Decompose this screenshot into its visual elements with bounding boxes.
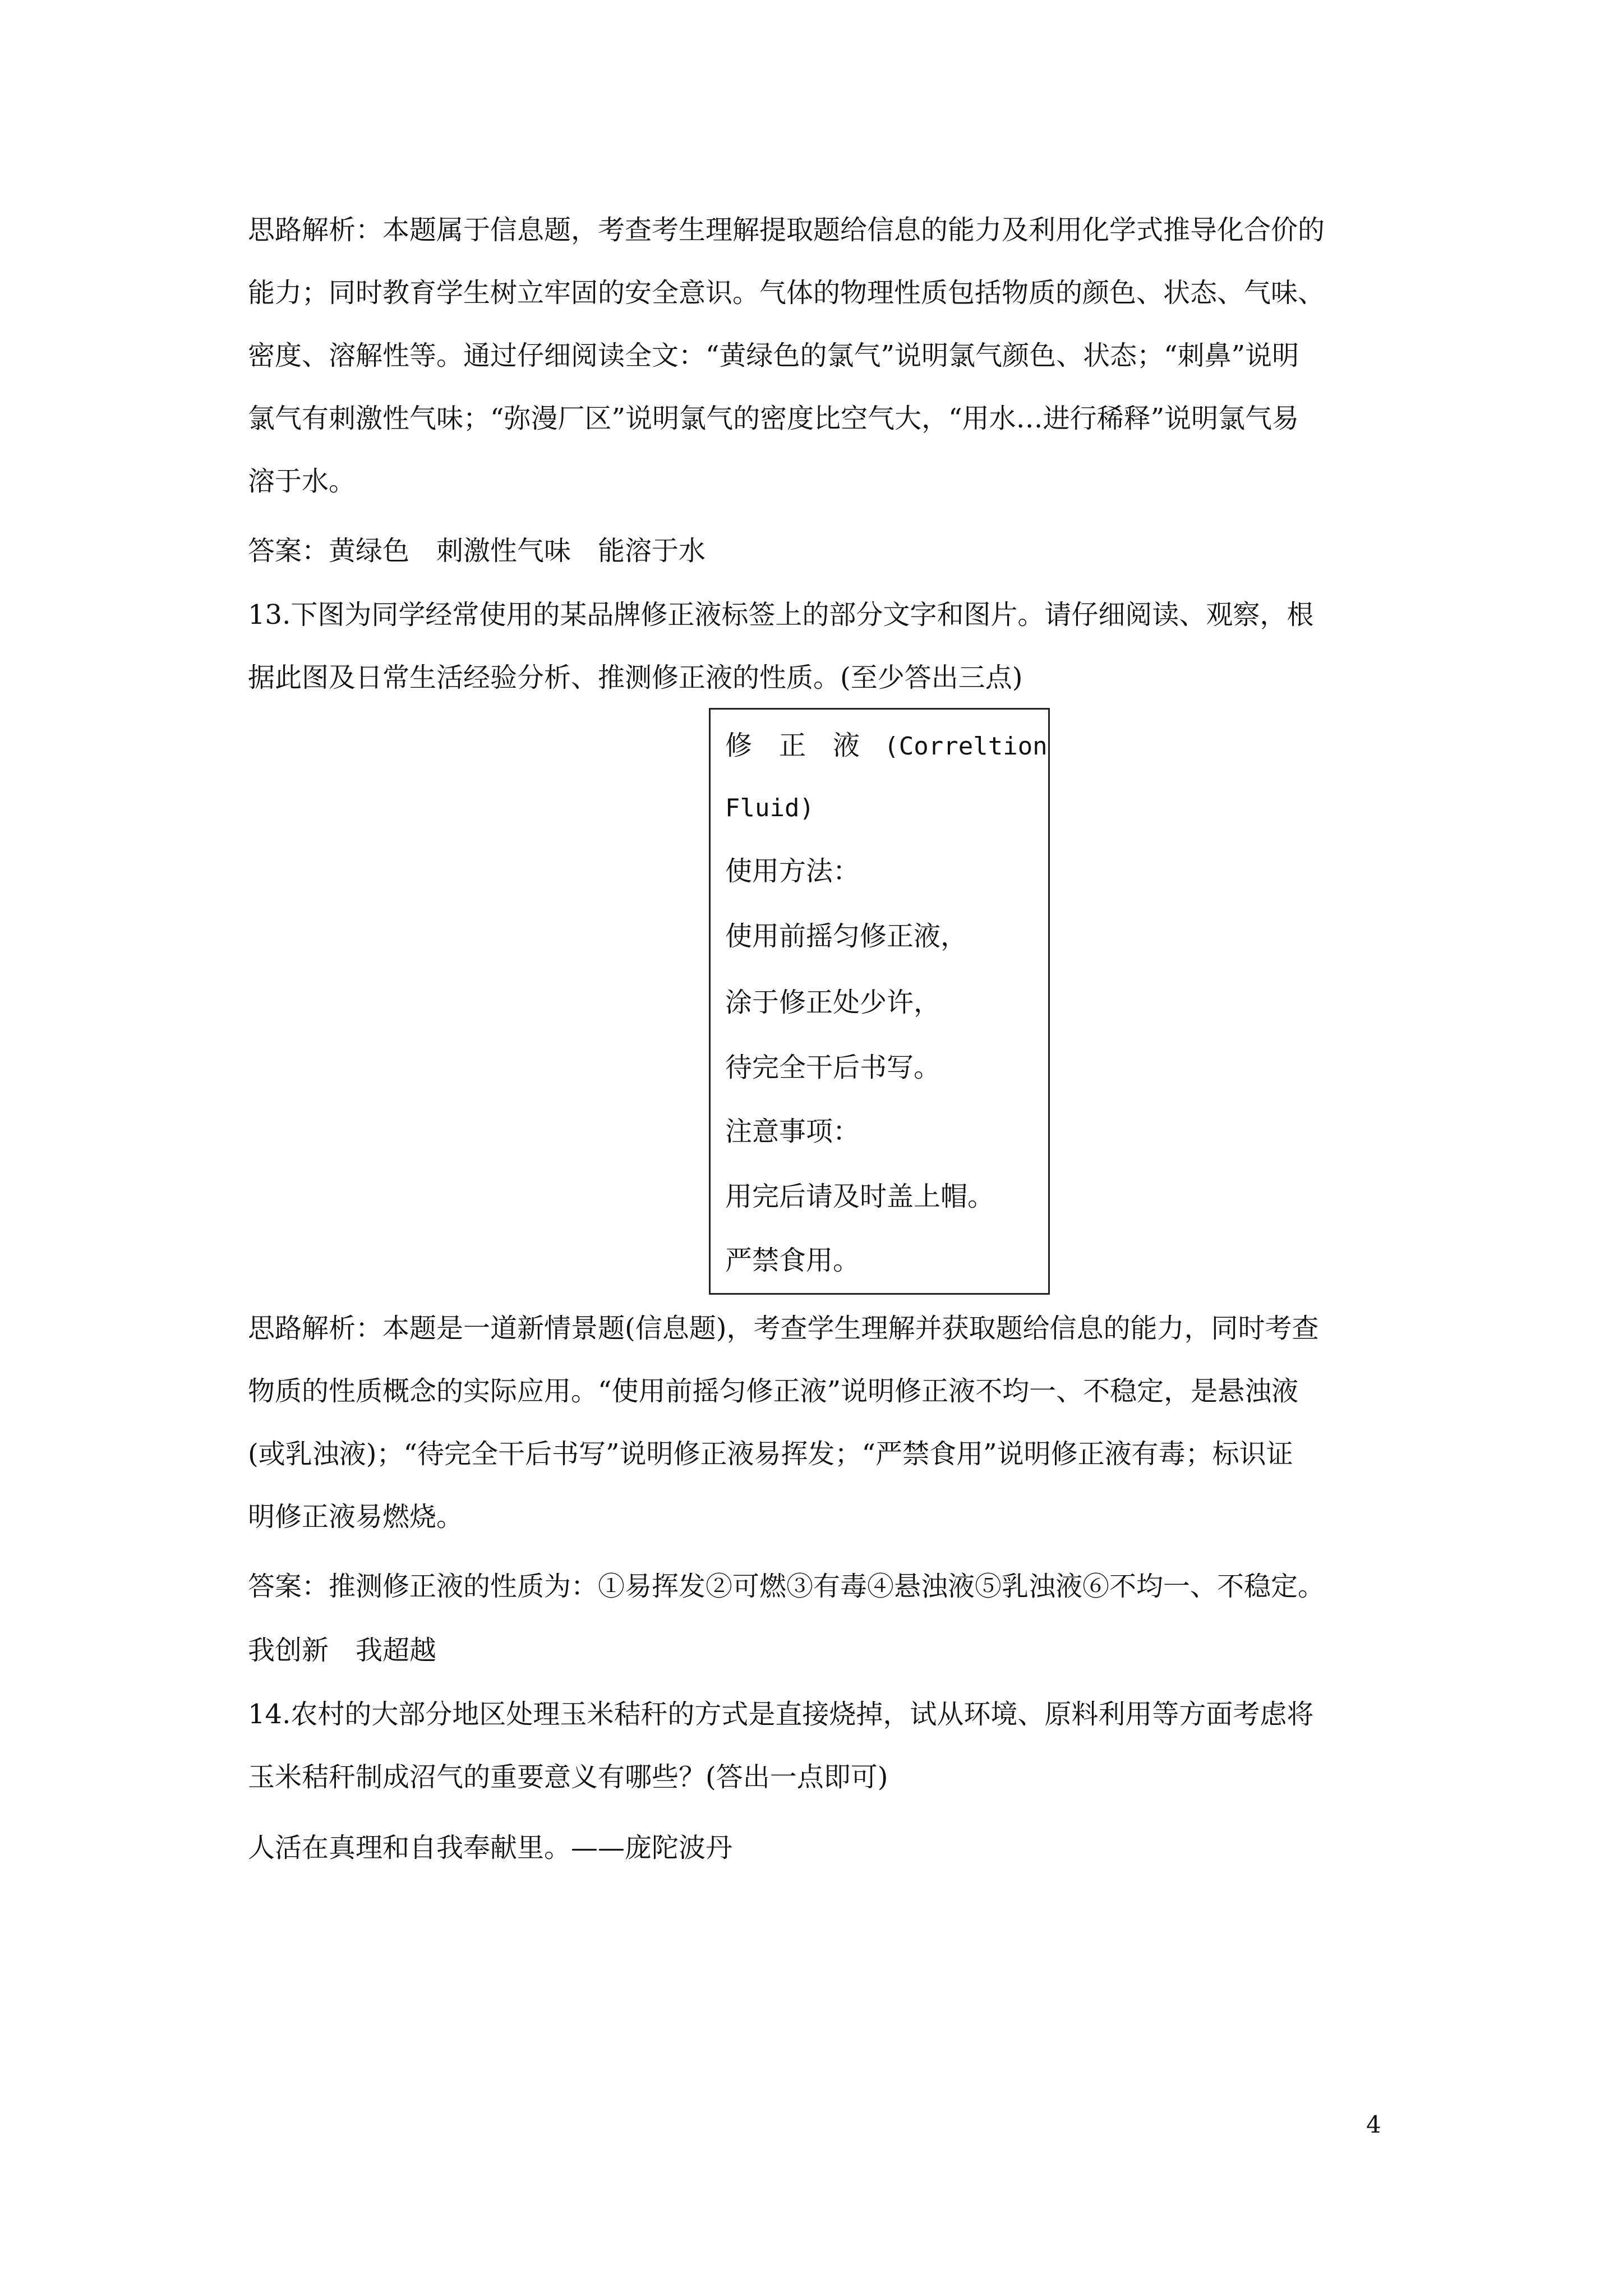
label-title-en-cont: Fluid) bbox=[725, 794, 814, 822]
correction-fluid-label bbox=[709, 708, 1050, 1295]
label-usage-3: 待完全干后书写。 bbox=[725, 1052, 941, 1083]
label-title-en: (Correltion bbox=[884, 732, 1048, 761]
label-title-cn: 修 正 液 bbox=[725, 730, 860, 761]
question-14-line-1: 14.农村的大部分地区处理玉米秸秆的方式是直接烧掉，试从环境、原料利用等方面考虑将 bbox=[248, 1699, 1314, 1730]
label-title-row bbox=[725, 728, 1048, 765]
analysis-12-line-1: 思路解析：本题属于信息题，考查考生理解提取题给信息的能力及利用化学式推导化合价的 bbox=[248, 214, 1325, 246]
analysis-13-line-3: (或乳浊液)；“待完全干后书写”说明修正液易挥发；“严禁食用”说明修正液有毒；标识证 bbox=[248, 1438, 1293, 1470]
analysis-12-line-3: 密度、溶解性等。通过仔细阅读全文：“黄绿色的氯气”说明氯气颜色、状态；“刺鼻”说明 bbox=[248, 340, 1299, 371]
label-note-2: 严禁食用。 bbox=[725, 1245, 860, 1276]
answer-12: 答案：黄绿色 刺激性气味 能溶于水 bbox=[248, 535, 706, 567]
question-13-line-2: 据此图及日常生活经验分析、推测修正液的性质。(至少答出三点) bbox=[248, 662, 1023, 693]
label-usage-1: 使用前摇匀修正液， bbox=[725, 921, 968, 952]
footer-quote: 人活在真理和自我奉献里。——庞陀波丹 bbox=[248, 1832, 733, 1864]
answer-13: 答案：推测修正液的性质为：①易挥发②可燃③有毒④悬浊液⑤乳浊液⑥不均一、不稳定。 bbox=[248, 1571, 1325, 1602]
analysis-12-line-4: 氯气有刺激性气味；“弥漫厂区”说明氯气的密度比空气大，“用水…进行稀释”说明氯气易 bbox=[248, 403, 1299, 434]
analysis-13-line-1: 思路解析：本题是一道新情景题(信息题)，考查学生理解并获取题给信息的能力，同时考查 bbox=[248, 1313, 1319, 1344]
label-usage-2: 涂于修正处少许， bbox=[725, 987, 941, 1018]
analysis-13-line-2: 物质的性质概念的实际应用。“使用前摇匀修正液”说明修正液不均一、不稳定，是悬浊液 bbox=[248, 1375, 1299, 1407]
page-number: 4 bbox=[1366, 2111, 1381, 2138]
label-note-1: 用完后请及时盖上帽。 bbox=[725, 1181, 995, 1212]
analysis-12-line-2: 能力；同时教育学生树立牢固的安全意识。气体的物理性质包括物质的颜色、状态、气味、 bbox=[248, 277, 1325, 309]
analysis-12-line-5: 溶于水。 bbox=[248, 466, 356, 497]
label-notes-heading: 注意事项： bbox=[725, 1116, 860, 1147]
question-13-line-1: 13.下图为同学经常使用的某品牌修正液标签上的部分文字和图片。请仔细阅读、观察，根 bbox=[248, 599, 1314, 631]
section-heading: 我创新 我超越 bbox=[248, 1635, 437, 1666]
label-usage-heading: 使用方法： bbox=[725, 855, 860, 887]
analysis-13-line-4: 明修正液易燃烧。 bbox=[248, 1501, 464, 1533]
question-14-line-2: 玉米秸秆制成沼气的重要意义有哪些？(答出一点即可) bbox=[248, 1761, 888, 1793]
